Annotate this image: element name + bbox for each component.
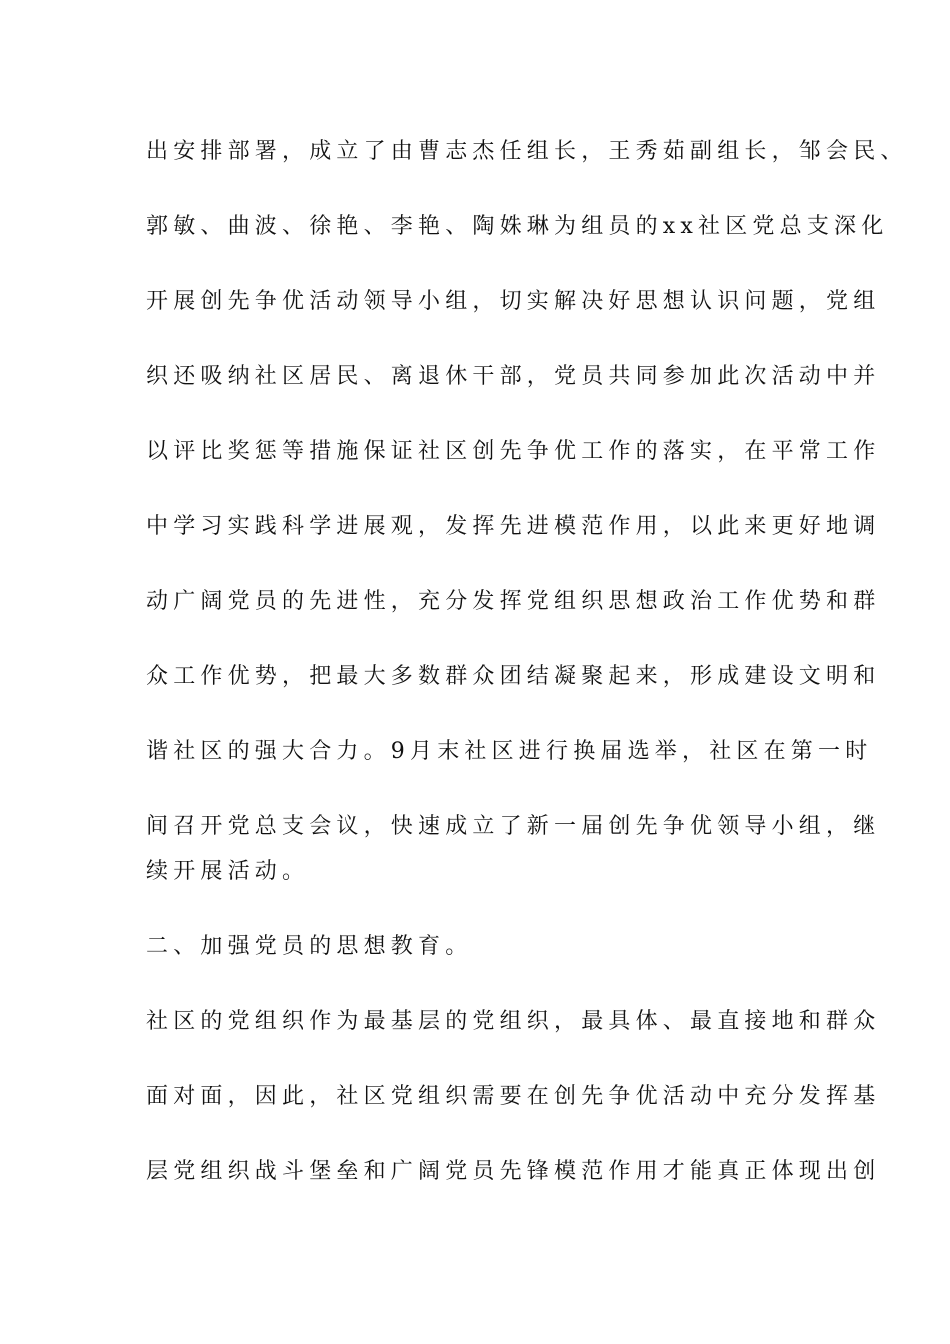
text-line: 层党组织战斗堡垒和广阔党员先锋模范作用才能真正体现出创 <box>146 1159 881 1184</box>
text-line: 面对面，因此，社区党组织需要在创先争优活动中充分发挥基 <box>146 1084 881 1109</box>
text-line: 织还吸纳社区居民、离退休干部，党员共同参加此次活动中并 <box>146 364 881 389</box>
text-line: 以评比奖惩等措施保证社区创先争优工作的落实，在平常工作 <box>146 439 881 464</box>
text-line: 出安排部署，成立了由曹志杰任组长，王秀茹副组长，邹会民、 <box>146 139 908 164</box>
text-line: 谐社区的强大合力。9月末社区进行换届选举，社区在第一时 <box>146 739 873 764</box>
text-line: 动广阔党员的先进性，充分发挥党组织思想政治工作优势和群 <box>146 589 881 614</box>
text-line: 中学习实践科学进展观，发挥先进模范作用，以此来更好地调 <box>146 514 881 539</box>
text-line: 间召开党总支会议，快速成立了新一届创先争优领导小组，继 <box>146 814 881 839</box>
text-line: 社区的党组织作为最基层的党组织，最具体、最直接地和群众 <box>146 1009 881 1034</box>
section-heading: 二、加强党员的思想教育。 <box>146 934 473 959</box>
paragraph-end-line: 续开展活动。 <box>146 859 310 884</box>
text-line: 众工作优势，把最大多数群众团结凝聚起来，形成建设文明和 <box>146 664 881 689</box>
text-line: 郭敏、曲波、徐艳、李艳、陶姝琳为组员的xx社区党总支深化 <box>146 214 889 239</box>
text-line: 开展创先争优活动领导小组，切实解决好思想认识问题，党组 <box>146 289 881 314</box>
